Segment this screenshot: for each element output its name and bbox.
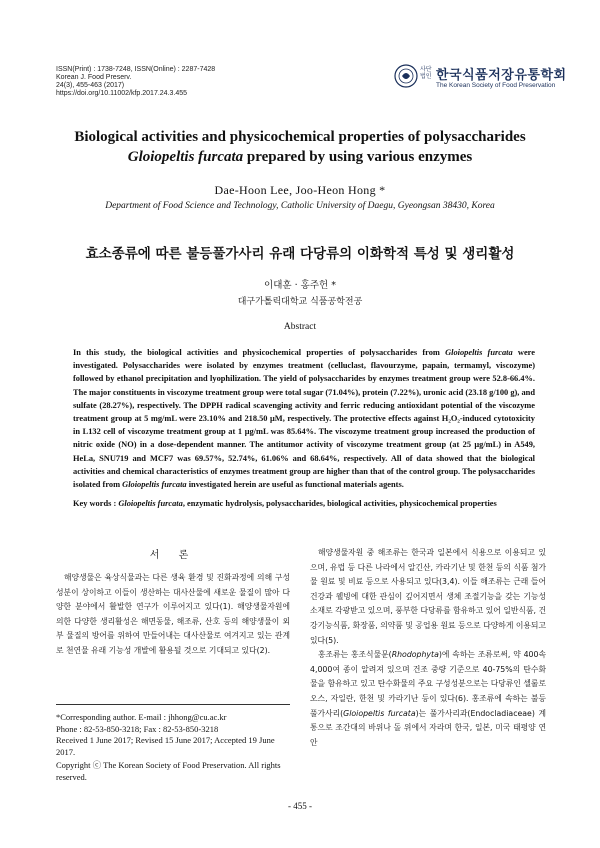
- left-column: [56, 546, 290, 659]
- keywords-list: , enzymatic hydrolysis, polysaccharides, biological activities, physicochemical properties: [182, 499, 497, 508]
- society-logo: [394, 62, 567, 96]
- abstract-species-2: Gloiopeltis furcata: [122, 480, 187, 490]
- intro-p3-text-c: )는 풀가사리과(Endocladiaceae) 계통으로 조간대의 바위나 돌 위에서 자라며 한국, 일본, 미국 태평양 연안: [310, 708, 546, 747]
- korean-title: 효소종류에 따른 불등풀가사리 유래 다당류의 이화학적 특성 및 생리활성: [85, 246, 515, 262]
- keywords: [73, 497, 535, 510]
- journal-metadata: [56, 66, 215, 98]
- keywords-species: Gloiopeltis furcata: [118, 499, 183, 508]
- logo-korean-name: 한국식품저장유통학회: [436, 68, 567, 83]
- logo-seal-text: 사단법인: [420, 66, 432, 80]
- intro-p3-text-a: 홍조류는 홍조식물문(: [318, 650, 392, 660]
- intro-paragraph-3: [310, 648, 546, 750]
- society-seal-icon: [394, 64, 418, 88]
- volume-line: 24(3), 455-463 (2017): [56, 82, 125, 89]
- footnote: [56, 712, 294, 783]
- korean-authors: 이대훈 · 홍주헌 *: [264, 280, 336, 291]
- abstract-heading: Abstract: [283, 322, 317, 332]
- logo-english-name: The Korean Society of Food Preservation: [436, 82, 556, 89]
- intro-paragraph-1: 해양생물은 육상식물과는 다른 생육 환경 및 진화과정에 의해 구성성분이 상이하고 이들이 생산하는 대사산물에 새로운 물질이 많아 다양한 분야에서 활발한 연구가 이루어지고 있다(1). 해양생물자원에 의한 다양한 생리활성은 해면동물, 해조류, 산호 등의 해양생물이 외부 물질의 방어를 위하여 만들어내는 대사산물로 여겨지고 있는 관계로 천연물 유래 기능성 개발에 활용될 것으로 기대되고 있다(2).: [56, 573, 290, 655]
- abstract-species-1: Gloiopeltis furcata: [445, 348, 513, 357]
- title-line-1: Biological activities and physicochemical properties of polysaccharides: [74, 129, 526, 145]
- footnote-divider: [56, 704, 290, 705]
- issn-line: ISSN(Print) : 1738-7248, ISSN(Online) : 2287-7428: [56, 66, 216, 73]
- corresponding-author: *Corresponding author. E-mail : jhhong@cu.ac.kr: [56, 712, 227, 722]
- authors: Dae-Hoon Lee, Joo-Heon Hong *: [214, 183, 386, 197]
- abstract-text-3: investigated herein are useful as functional materials agents.: [186, 480, 404, 490]
- abstract-text-2: were investigated. Polysaccharides were isolated by enzymes treatment (celluclast, flavourzyme, papain, termamyl, viscozyme) followed by ethanol precipitation and lyophilization. The yield of polysaccharides by enzymes treatment group were 52.8-66.4%. The major constituents in viscozyme treatment group were total sugar (71.04%), protein (7.22%), uronic acid (23.18 g/100 g), and sulfate (28.27%), respectively. The DPPH radical scavenging activity and ferric reducing antioxidant potential of the viscozyme treatment group at 5 mg/mL were 23.10% and 218.50 μM, respectively. The protective effects against H₂O₂-induced cytotoxicity in L132 cell of viscozyme treatment group at 1 μg/mL was 85.64%. The viscozyme treatment group increased the production of nitric oxide (NO) in a dose-dependent manner. The antitumor activity of viscozyme treatment group (at 25 μg/mL) in A549, HeLa, SNU719 and MCF7 was 69.57%, 52.74%, 61.06% and 68.64%, respectively. All of data showed that the biological activities and chemical characteristics of enzymes treatment group are higher than that of the control group. The polysaccharides isolated from: [73, 348, 535, 490]
- intro-p3-species-1: Rhodophyta: [391, 650, 439, 660]
- article-dates: Received 1 June 2017; Revised 15 June 2017; Accepted 19 June 2017.: [56, 735, 275, 757]
- introduction-heading: 서 론: [149, 550, 197, 561]
- keywords-label: Key words :: [73, 499, 119, 508]
- abstract-text-1: In this study, the biological activities and physicochemical properties of polysaccharides from: [73, 348, 446, 357]
- copyright-notice: Copyright ⓒ The Korean Society of Food Preservation. All rights reserved.: [56, 760, 281, 782]
- page-number: - 455 -: [288, 801, 312, 811]
- affiliation: Department of Food Science and Technology, Catholic University of Daegu, Gyeongsan 38430, Korea: [105, 201, 495, 211]
- right-column: [310, 546, 546, 750]
- korean-affiliation: 대구가톨릭대학교 식품공학전공: [237, 297, 363, 307]
- paper-title: [40, 127, 560, 167]
- title-line-2-rest: prepared by using various enzymes: [243, 149, 473, 165]
- title-line-2: [40, 147, 560, 167]
- title-species: Gloiopeltis furcata: [127, 149, 244, 165]
- journal-name-line: Korean J. Food Preserv.: [56, 74, 132, 81]
- contact-phone: Phone : 82-53-850-3218; Fax : 82-53-850-3218: [56, 723, 219, 734]
- intro-paragraph-2: 해양생물자원 중 해조류는 한국과 일본에서 식용으로 이용되고 있으며, 유럽 등 다른 나라에서 알긴산, 카라기난 및 한천 등의 식품 첨가물 원료 및 비료 등으로 사용되고 있다(3,4). 이들 해조류는 근래 들어 건강과 웰빙에 대한 관심이 깊어지면서 생체 조절기능을 갖는 기능성 소재로 각광받고 있으며, 풍부한 다당류를 함유하고 있어 일반식품, 건강기능식품, 화장품, 의약품 및 공업용 원료 등으로 다양하게 이용되고 있다(5).: [310, 548, 546, 645]
- intro-p3-species-2: Gloiopeltis furcata: [343, 708, 416, 718]
- doi-link[interactable]: https://doi.org/10.11002/kfp.2017.24.3.455: [56, 90, 188, 97]
- abstract-body: [73, 346, 535, 491]
- intro-p3-text-b: )에 속하는 조류로써, 약 400속 4,000여 종이 알려져 있으며 건조 중량 기준으로 40-75%의 탄수화물을 함유하고 있고 탄수화물의 주요 구성성분으로는 다당류인 셀룰로오스, 자일란, 한천 및 카라기난 등이 있다(6). 홍조류에 속하는 불등풀가사리(: [310, 650, 546, 718]
